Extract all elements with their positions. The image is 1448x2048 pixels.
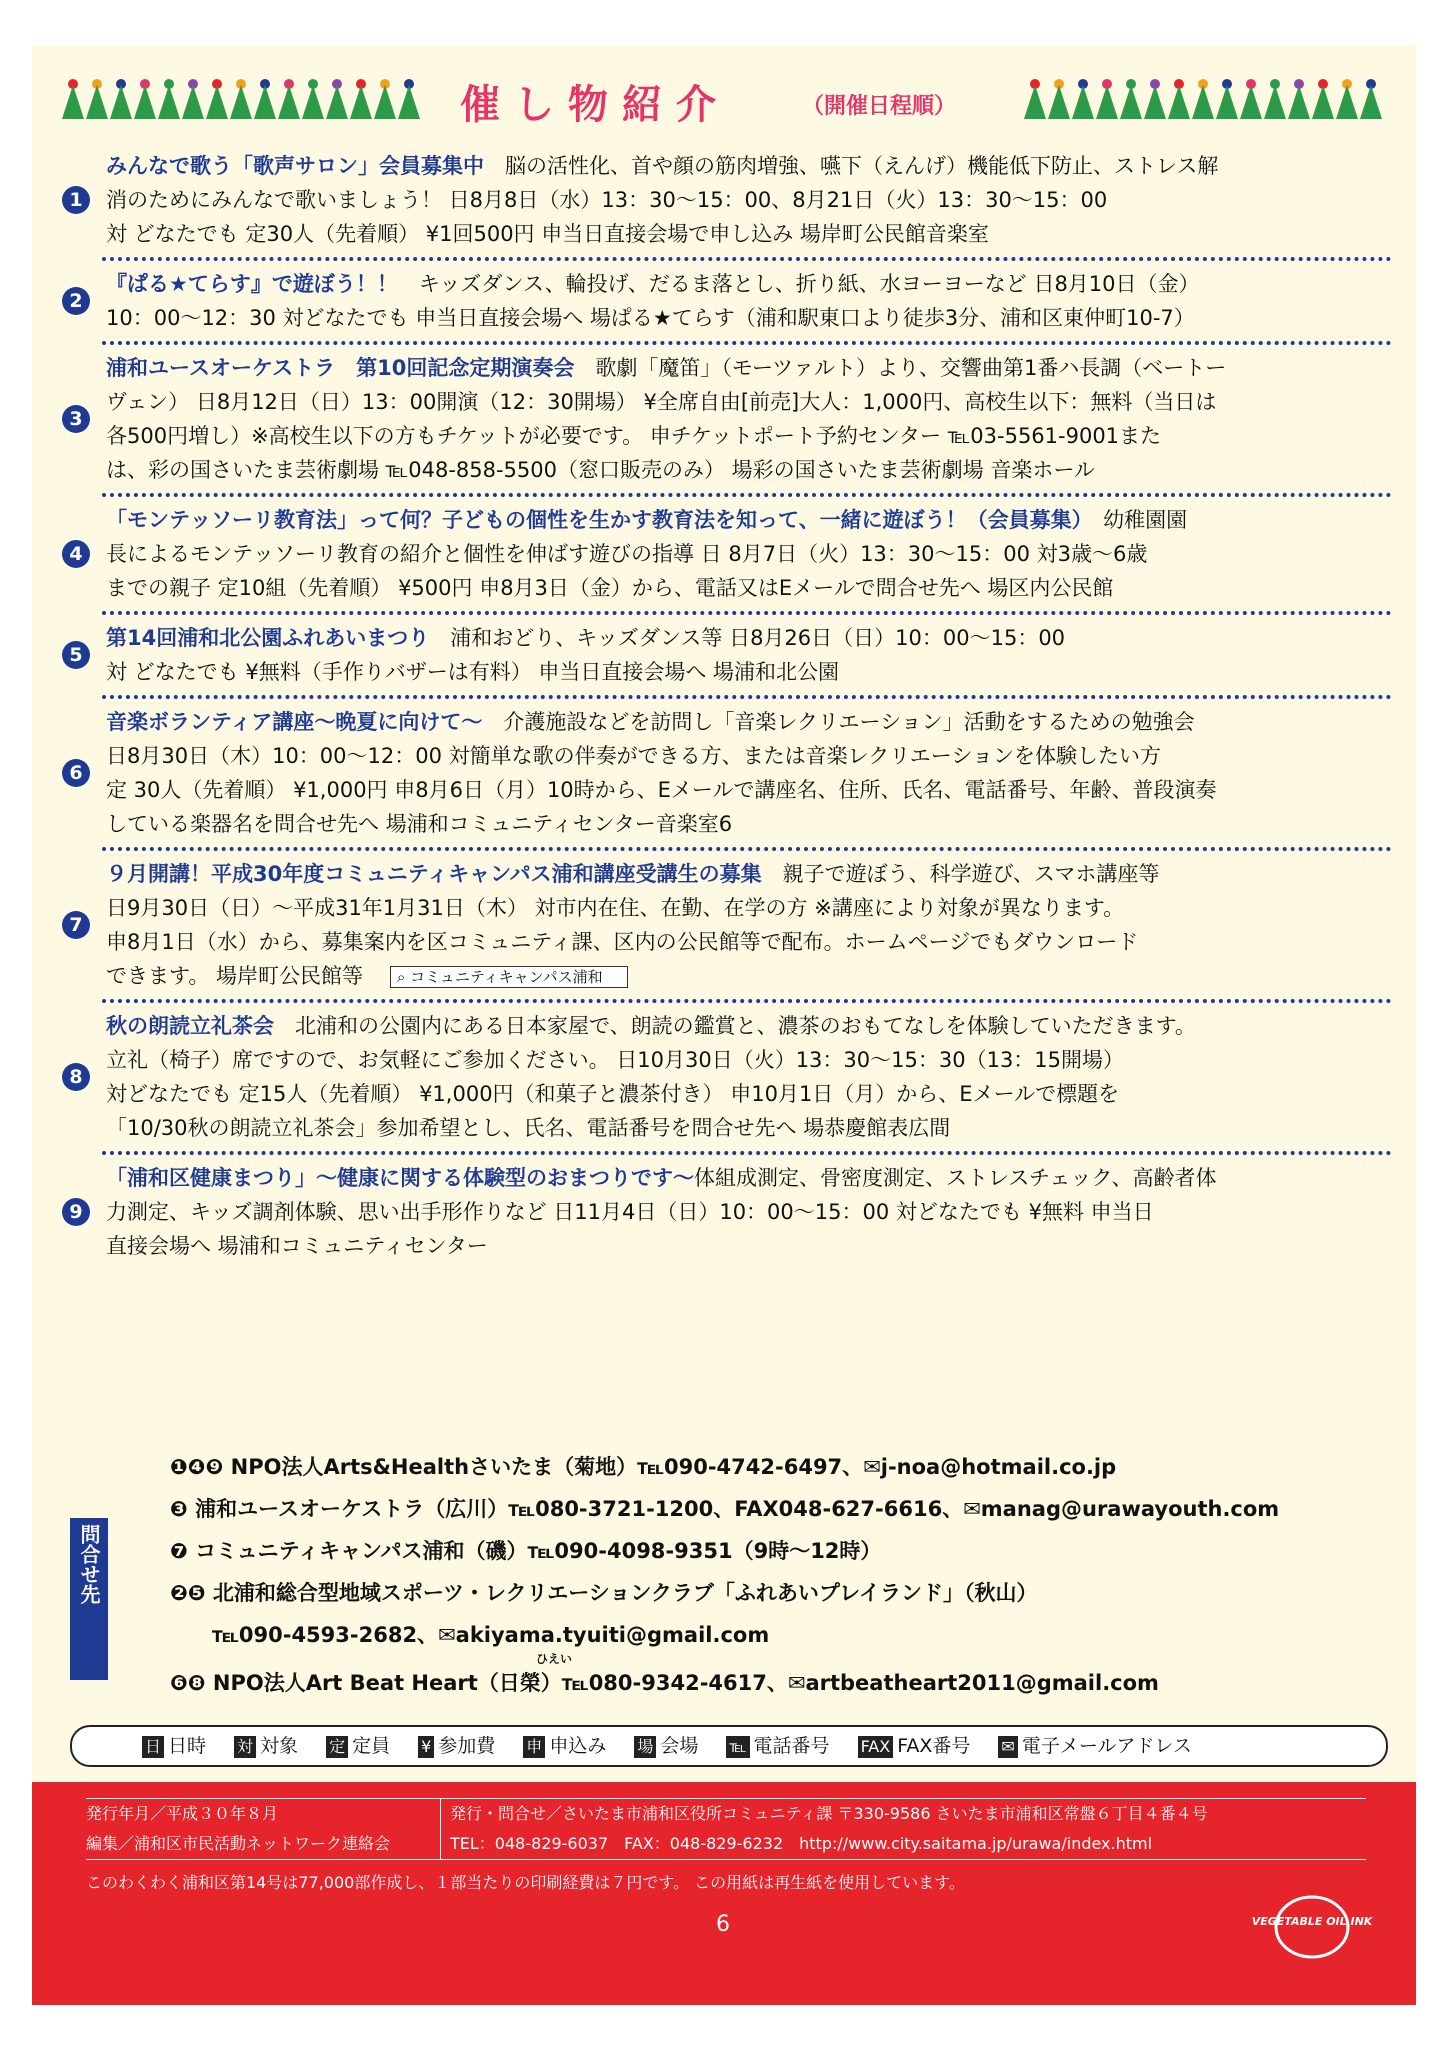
search-box[interactable] xyxy=(390,966,628,988)
event-5 xyxy=(32,621,1416,689)
legend-icon: 対 xyxy=(234,1736,256,1758)
dotted-separator xyxy=(102,341,1392,345)
event-8 xyxy=(32,1009,1416,1145)
event-title: 秋の朗読立礼茶会 xyxy=(106,1014,274,1038)
event-text: 浦和おどり、キッズダンス等 日8月26日（日）10：00〜15：00 xyxy=(429,626,1066,650)
tree-icon xyxy=(1048,79,1070,117)
event-title: 音楽ボランティア講座〜晩夏に向けて〜 xyxy=(106,710,483,734)
event-text: 日8月30日（木）10：00〜12：00 対簡単な歌の伴奏ができる方、または音楽レクリエーションを体験したい方 xyxy=(106,744,1161,768)
legend-item xyxy=(418,1735,495,1757)
event-text: 各500円増し）※高校生以下の方もチケットが必要です。 申チケットポート予約センター ℡03-5561-9001また xyxy=(106,424,1162,448)
event-number: 1 xyxy=(62,186,90,214)
event-2 xyxy=(32,267,1416,335)
tree-decoration-right xyxy=(1024,79,1384,117)
event-number: 8 xyxy=(62,1063,90,1091)
event-text: 体組成測定、骨密度測定、ストレスチェック、高齢者体 xyxy=(694,1166,1217,1190)
dotted-separator xyxy=(102,493,1392,497)
legend-label: 申込み xyxy=(549,1735,607,1757)
event-7 xyxy=(32,857,1416,993)
legend-icon: ✉ xyxy=(998,1736,1017,1758)
event-title: 「モンテッソーリ教育法」って何？子どもの個性を生かす教育法を知って、一緒に遊ぼう！（会員募集） xyxy=(106,508,1083,532)
tree-icon xyxy=(1024,79,1046,117)
event-number: 7 xyxy=(62,911,90,939)
event-3 xyxy=(32,351,1416,487)
tree-icon xyxy=(278,79,300,117)
event-line xyxy=(106,571,1396,605)
event-line xyxy=(106,503,1396,537)
event-line xyxy=(106,1009,1396,1043)
event-text: は、彩の国さいたま芸術劇場 ℡048-858-5500（窓口販売のみ） 場彩の国さいたま芸術劇場 音楽ホール xyxy=(106,458,1095,482)
vegetable-oil-ink-logo xyxy=(1251,1892,1373,1962)
tree-icon xyxy=(1168,79,1190,117)
event-text: キッズダンス、輪投げ、だるま落とし、折り紙、水ヨーヨーなど 日8月10日（金） xyxy=(397,272,1200,296)
event-text: 力測定、キッズ調剤体験、思い出手形作りなど 日11月4日（日）10：00〜15：00 対どなたでも ¥無料 申当日 xyxy=(106,1200,1154,1224)
event-text: までの親子 定10組（先着順） ¥500円 申8月3日（金）から、電話又はEメールで問合せ先へ 場区内公民館 xyxy=(106,576,1114,600)
tree-icon xyxy=(1336,79,1358,117)
legend-label: 対象 xyxy=(260,1735,299,1757)
dotted-separator xyxy=(102,1151,1392,1155)
event-line xyxy=(106,1229,1396,1263)
tree-icon xyxy=(230,79,252,117)
logo-text: VEGETABLE OIL INK xyxy=(1251,1915,1373,1928)
search-text: コミュニティキャンパス浦和 xyxy=(410,968,603,986)
event-line xyxy=(106,705,1396,739)
tree-icon xyxy=(398,79,420,117)
event-text: 北浦和の公園内にある日本家屋で、朗読の鑑賞と、濃茶のおもてなしを体験していただきます。 xyxy=(274,1014,1196,1038)
event-text: できます。 場岸町公民館等 xyxy=(106,964,384,988)
event-line xyxy=(106,267,1396,301)
event-4 xyxy=(32,503,1416,605)
event-line xyxy=(106,1161,1396,1195)
legend-item xyxy=(634,1735,698,1757)
event-text: 対 どなたでも ¥無料（手作りバザーは有料） 申当日直接会場へ 場浦和北公園 xyxy=(106,660,840,684)
tree-decoration-left xyxy=(62,79,422,117)
legend-label: 会場 xyxy=(660,1735,699,1757)
event-line xyxy=(106,621,1396,655)
tree-icon xyxy=(1120,79,1142,117)
event-9 xyxy=(32,1161,1416,1263)
ruby-reading: ひえい xyxy=(536,1652,573,1666)
event-text: している楽器名を問合せ先へ 場浦和コミュニティセンター音楽室6 xyxy=(106,812,733,836)
event-1 xyxy=(32,149,1416,251)
tree-icon xyxy=(158,79,180,117)
tree-icon xyxy=(374,79,396,117)
event-text: 日9月30日（日）〜平成31年1月31日（木） 対市内在住、在勤、在学の方 ※講座により対象が異なります。 xyxy=(106,896,1125,920)
footer xyxy=(32,1782,1416,2005)
tree-icon xyxy=(1312,79,1334,117)
event-title: 『ぱる★てらす』で遊ぼう！！ xyxy=(106,272,398,296)
page-number: 6 xyxy=(716,1912,730,1937)
event-text: 直接会場へ 場浦和コミュニティセンター xyxy=(106,1234,488,1258)
contact-row-1: ❶❹❾ NPO法人Arts&Healthさいたま（菊地）℡090-4742-6497、✉j-noa@hotmail.co.jp xyxy=(170,1455,1117,1479)
contact-row-7: ❼ コミュニティキャンパス浦和（磯）℡090-4098-9351（9時〜12時） xyxy=(170,1539,882,1563)
legend-icon: 日 xyxy=(142,1736,164,1758)
event-text: 長によるモンテッソーリ教育の紹介と個性を伸ばす遊びの指導 日 8月7日（火）13：30〜15：00 対3歳〜6歳 xyxy=(106,542,1148,566)
event-text: 10：00〜12：30 対どなたでも 申当日直接会場へ 場ぱる★てらす（浦和駅東口より徒歩3分、浦和区東仲町10-7） xyxy=(106,306,1195,330)
tree-icon xyxy=(326,79,348,117)
legend-item xyxy=(326,1735,390,1757)
footer-info xyxy=(86,1798,1366,1860)
tree-icon xyxy=(1072,79,1094,117)
event-line xyxy=(106,857,1396,891)
tree-icon xyxy=(182,79,204,117)
event-line xyxy=(106,419,1396,453)
event-number: 5 xyxy=(62,641,90,669)
event-line xyxy=(106,739,1396,773)
tree-icon xyxy=(134,79,156,117)
legend-icon: ℡ xyxy=(726,1736,749,1758)
event-line xyxy=(106,1111,1396,1145)
legend-item xyxy=(858,1735,971,1757)
tree-icon xyxy=(302,79,324,117)
contact-label: 問合せ先 xyxy=(70,1518,108,1680)
page-subtitle: （開催日程順） xyxy=(802,94,957,119)
header xyxy=(32,45,1416,145)
legend-label: 参加費 xyxy=(438,1735,496,1757)
search-icon: ⌕ xyxy=(397,968,411,986)
event-line xyxy=(106,183,1396,217)
event-text: 親子で遊ぼう、科学遊び、スマホ講座等 xyxy=(761,862,1160,886)
event-title: ９月開講！平成30年度コミュニティキャンパス浦和講座受講生の募集 xyxy=(106,862,762,886)
legend-item xyxy=(142,1735,206,1757)
dotted-separator xyxy=(102,611,1392,615)
event-text: 対どなたでも 定15人（先着順） ¥1,000円（和菓子と濃茶付き） 申10月1日（月）から、Eメールで標題を xyxy=(106,1082,1120,1106)
event-line xyxy=(106,149,1396,183)
event-number: 3 xyxy=(62,405,90,433)
event-text: 「10/30秋の朗読立礼茶会」参加希望とし、氏名、電話番号を問合せ先へ 場恭慶館表広間 xyxy=(106,1116,951,1140)
legend-item xyxy=(726,1735,829,1757)
tree-icon xyxy=(86,79,108,117)
legend-item xyxy=(523,1735,606,1757)
footer-contact: 発行・問合せ／さいたま市浦和区役所コミュニティ課 〒330-9586 さいたま市浦和区常盤６丁目４番４号 xyxy=(450,1804,1208,1823)
event-line xyxy=(106,773,1396,807)
event-line xyxy=(106,959,1396,993)
legend-icon: ¥ xyxy=(418,1736,434,1758)
tree-icon xyxy=(1192,79,1214,117)
event-line xyxy=(106,301,1396,335)
legend-icon: 定 xyxy=(326,1736,348,1758)
contact-section xyxy=(70,1450,1370,1720)
event-line xyxy=(106,1195,1396,1229)
event-number: 4 xyxy=(62,540,90,568)
event-text: 脳の活性化、首や顔の筋肉増強、嚥下（えんげ）機能低下防止、ストレス解 xyxy=(484,154,1219,178)
event-text: 定 30人（先着順） ¥1,000円 申8月6日（月）10時から、Eメールで講座名、住所、氏名、電話番号、年齢、普段演奏 xyxy=(106,778,1217,802)
event-line xyxy=(106,217,1396,251)
tree-icon xyxy=(350,79,372,117)
dotted-separator xyxy=(102,999,1392,1003)
legend-label: 日時 xyxy=(168,1735,207,1757)
legend-icon: FAX xyxy=(858,1736,894,1758)
event-line xyxy=(106,1077,1396,1111)
tree-icon xyxy=(1216,79,1238,117)
legend-label: 電話番号 xyxy=(753,1735,830,1757)
event-text: 対 どなたでも 定30人（先着順） ¥1回500円 申当日直接会場で申し込み 場岸町公民館音楽室 xyxy=(106,222,989,246)
page-title: 催し物紹介 xyxy=(460,82,730,128)
icon-legend xyxy=(70,1725,1388,1767)
event-title: みんなで歌う「歌声サロン」会員募集中 xyxy=(106,154,484,178)
event-6 xyxy=(32,705,1416,841)
event-line xyxy=(106,351,1396,385)
event-text: ヴェン） 日8月12日（日）13：00開演（12：30開場） ¥全席自由[前売]大人：1,000円、高校生以下：無料（当日は xyxy=(106,390,1217,414)
event-text: 歌劇「魔笛」（モーツァルト）より、交響曲第1番ハ長調（ベートー xyxy=(574,356,1227,380)
tree-icon xyxy=(1360,79,1382,117)
event-line xyxy=(106,925,1396,959)
event-number: 9 xyxy=(62,1198,90,1226)
footer-published: 発行年月／平成３０年８月 xyxy=(86,1804,279,1823)
footer-note: このわくわく浦和区第14号は77,000部作成し、１部当たりの印刷経費は７円です。 この用紙は再生紙を使用しています。 xyxy=(86,1873,965,1892)
event-line xyxy=(106,1043,1396,1077)
event-line xyxy=(106,891,1396,925)
event-text: 申8月1日（水）から、募集案内を区コミュニティ課、区内の公民館等で配布。ホームページでもダウンロード xyxy=(106,930,1139,954)
event-title: 浦和ユースオーケストラ 第10回記念定期演奏会 xyxy=(106,356,575,380)
event-title: 「浦和区健康まつり」〜健康に関する体験型のおまつりです〜 xyxy=(106,1166,694,1190)
event-title: 第14回浦和北公園ふれあいまつり xyxy=(106,626,430,650)
dotted-separator xyxy=(102,847,1392,851)
legend-label: 定員 xyxy=(352,1735,391,1757)
tree-icon xyxy=(206,79,228,117)
event-line xyxy=(106,807,1396,841)
event-line xyxy=(106,537,1396,571)
tree-icon xyxy=(1096,79,1118,117)
legend-icon: 申 xyxy=(523,1736,545,1758)
contact-row-3: ❸ 浦和ユースオーケストラ（広川）℡080-3721-1200、FAX048-627-6616、✉manag@urawayouth.com xyxy=(170,1497,1280,1521)
legend-item xyxy=(998,1735,1191,1757)
event-line xyxy=(106,453,1396,487)
tree-icon xyxy=(62,79,84,117)
tree-icon xyxy=(1240,79,1262,117)
event-text: 介護施設などを訪問し「音楽レクリエーション」活動をするための勉強会 xyxy=(482,710,1195,734)
footer-tel: TEL：048-829-6037 FAX：048-829-6232 http://www.city.saitama.jp/urawa/index.html xyxy=(450,1834,1153,1853)
footer-editor: 編集／浦和区市民活動ネットワーク連絡会 xyxy=(86,1834,391,1853)
legend-item xyxy=(234,1735,298,1757)
legend-label: 電子メールアドレス xyxy=(1021,1735,1192,1757)
event-line xyxy=(106,655,1396,689)
legend-icon: 場 xyxy=(634,1736,656,1758)
event-number: 2 xyxy=(62,287,90,315)
tree-icon xyxy=(1144,79,1166,117)
tree-icon xyxy=(254,79,276,117)
event-line xyxy=(106,385,1396,419)
event-text: 立礼（椅子）席ですので、お気軽にご参加ください。 日10月30日（火）13：30〜15：30（13：15開場） xyxy=(106,1048,1125,1072)
contact-row-2-5: ❷❺ 北浦和総合型地域スポーツ・レクリエーションクラブ「ふれあいプレイランド」（秋山） xyxy=(170,1581,1038,1605)
tree-icon xyxy=(110,79,132,117)
footer-divider xyxy=(440,1799,441,1859)
event-text: 幼稚園園 xyxy=(1082,508,1188,532)
dotted-separator xyxy=(102,257,1392,261)
event-number: 6 xyxy=(62,759,90,787)
contact-row-2-5-tel: ℡090-4593-2682、✉akiyama.tyuiti@gmail.com xyxy=(170,1623,770,1647)
tree-icon xyxy=(1288,79,1310,117)
event-text: 消のためにみんなで歌いましょう！ 日8月8日（水）13：30〜15：00、8月21日（火）13：30〜15：00 xyxy=(106,188,1108,212)
contact-row-6-8: ❻❽ NPO法人Art Beat Heart（日榮）℡080-9342-4617、✉artbeatheart2011@gmail.com xyxy=(170,1671,1159,1695)
dotted-separator xyxy=(102,695,1392,699)
legend-label: FAX番号 xyxy=(897,1735,971,1757)
tree-icon xyxy=(1264,79,1286,117)
